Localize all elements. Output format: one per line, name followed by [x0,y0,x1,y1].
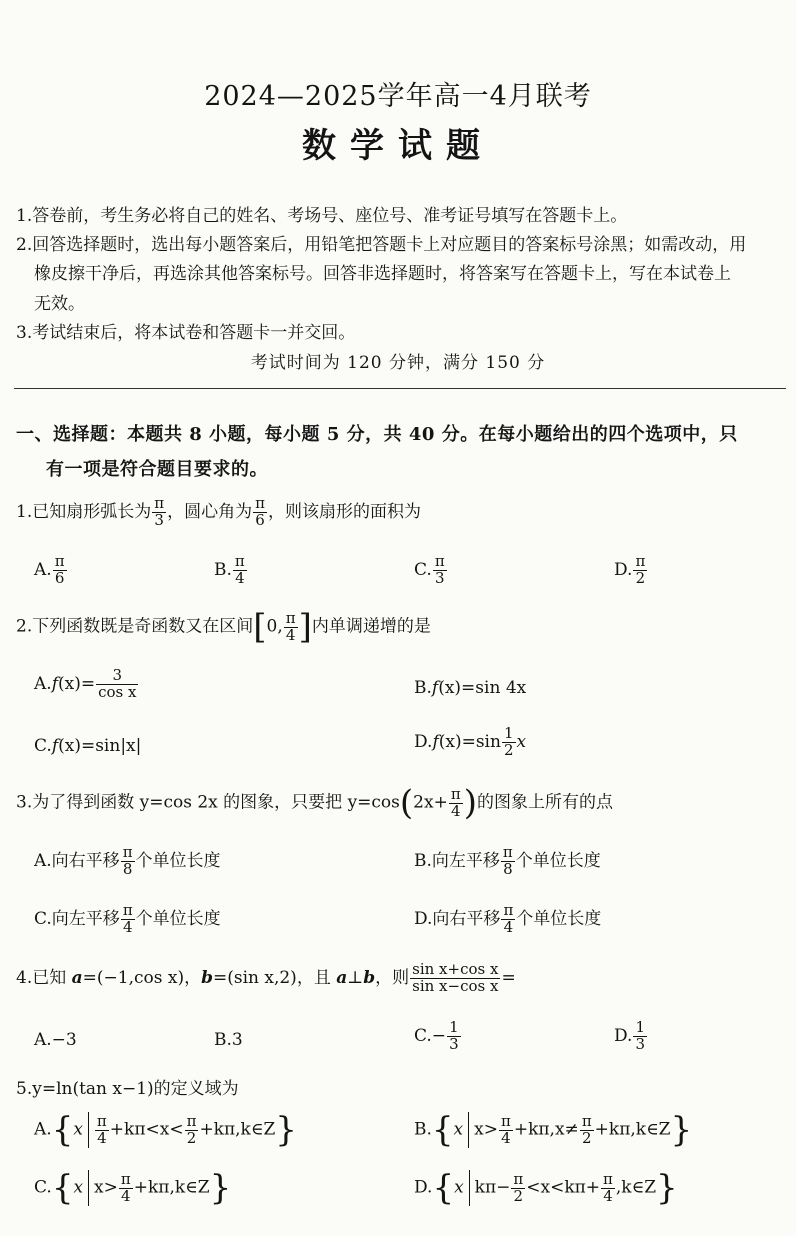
q3-option-a[interactable]: A.向右平移 $\frac{\pi}{8}$ 个单位长度 [34,843,221,878]
notice-2-line-3: 无效。 [34,294,85,314]
question-3-stem: 3.为了得到函数 y=cos 2x 的图象，只要把 y=cos(2x+ $\frac{\pi}{4}$ )的图象上所有的点 [16,783,613,823]
q1-option-b[interactable]: B. $\frac{\pi}{4}$ [214,552,245,587]
q1-text-1: 1.已知扇形弧长为 [16,501,152,522]
q4-option-a[interactable]: A.−3 [34,1030,77,1050]
exam-title: 2024—2025学年高一4月联考 [204,81,592,112]
q3-option-c[interactable]: C.向左平移 $\frac{\pi}{4}$ 个单位长度 [34,901,221,936]
q3-option-d[interactable]: D.向右平移 $\frac{\pi}{4}$ 个单位长度 [414,901,602,936]
divider-line [14,388,786,389]
question-2-stem: 2.下列函数既是奇函数又在区间[0, $\frac{\pi}{4}$ ]内单调递增的是 [16,607,431,647]
section-1-heading-line-1: 一、选择题：本题共 8 小题，每小题 5 分，共 40 分。在每小题给出的四个选项中，只 [16,424,738,445]
q1-option-d[interactable]: D. $\frac{\pi}{2}$ [614,552,646,587]
q5-option-a[interactable]: A.{x $\frac{\pi}{4}$ +kπ<x< $\frac{\pi}{2}$ +kπ,k∈Z} [34,1110,297,1150]
exam-time-info: 考试时间为 120 分钟，满分 150 分 [250,353,546,373]
q1-option-c[interactable]: C. $\frac{\pi}{3}$ [414,552,445,587]
notice-3: 3.考试结束后，将本试卷和答题卡一并交回。 [16,323,356,343]
q5-option-b[interactable]: B.{x x> $\frac{\pi}{4}$ +kπ,x≠ $\frac{\pi}{2}$ +kπ,k∈Z} [414,1110,693,1150]
subject-title: 数学试题 [302,126,494,166]
q2-option-c[interactable]: C.f(x)=sin|x| [34,736,142,756]
section-1-heading-line-2: 有一项是符合题目要求的。 [46,459,268,480]
q1-fraction-angle: $\frac{\pi}{6}$ [255,494,265,529]
question-1-stem [16,496,421,529]
q2-option-a[interactable]: A.f(x)= $\frac{3}{\text{cos x}}$ [34,666,137,701]
question-5-stem: 5.y=ln(tan x−1)的定义域为 [16,1079,239,1099]
notice-2-line-2: 橡皮擦干净后，再选涂其他答案标号。回答非选择题时，将答案写在答题卡上，写在本试卷上 [34,264,731,284]
question-4-stem: 4.已知 a=(−1,cos x)，b=(sin x,2)，且 a⊥b，则 $\frac{\text{sin x+cos x}}{\text{sin x−cos x}}$ = [16,960,516,995]
q4-option-c[interactable]: C.− $\frac{1}{3}$ [414,1018,459,1053]
q4-option-b[interactable]: B.3 [214,1030,243,1050]
q3-option-b[interactable]: B.向左平移 $\frac{\pi}{8}$ 个单位长度 [414,843,601,878]
q1-text-2: ，圆心角为 [167,501,253,522]
q1-text-3: ，则该扇形的面积为 [267,501,421,522]
q2-option-b[interactable]: B.f(x)=sin 4x [414,678,527,698]
notice-1: 1.答卷前，考生务必将自己的姓名、考场号、座位号、准考证号填写在答题卡上。 [16,206,628,226]
q2-option-d[interactable]: D.f(x)=sin $\frac{1}{2}$ x [414,724,527,759]
q1-option-a[interactable]: A. $\frac{\pi}{6}$ [34,552,65,587]
q1-fraction-arc: $\frac{\pi}{3}$ [154,494,165,529]
notice-2-line-1: 2.回答选择题时，选出每小题答案后，用铅笔把答题卡上对应题目的答案标号涂黑；如需改动，用 [16,235,747,255]
q4-option-d[interactable]: D. $\frac{1}{3}$ [614,1018,645,1053]
q5-option-d[interactable]: D.{x kπ− $\frac{\pi}{2}$ <x<kπ+ $\frac{\pi}{4}$ ,k∈Z} [414,1168,678,1208]
q5-option-c[interactable]: C.{x x> $\frac{\pi}{4}$ +kπ,k∈Z} [34,1168,232,1208]
